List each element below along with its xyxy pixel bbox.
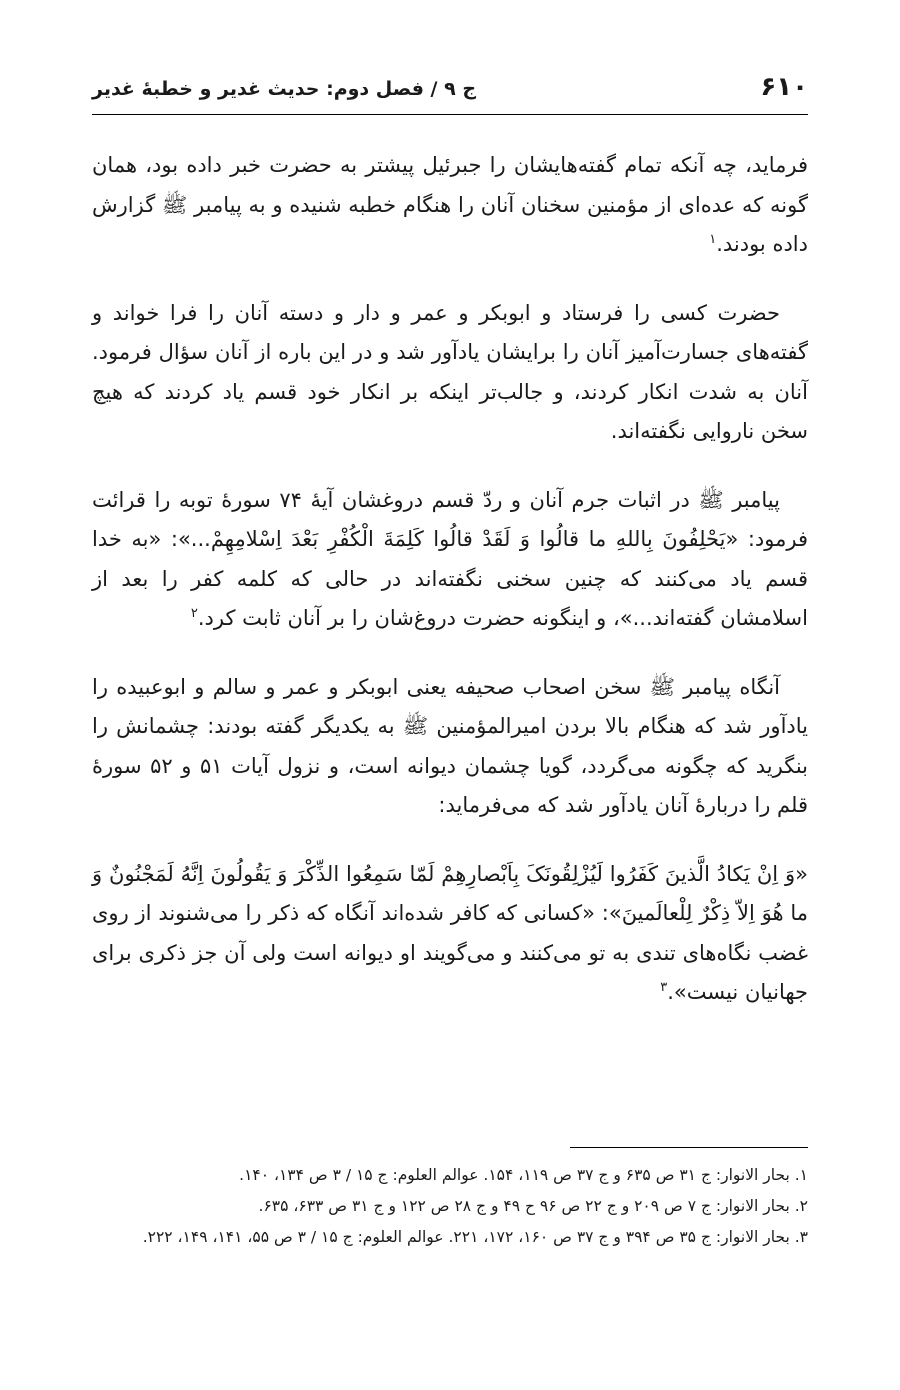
paragraph-text: «وَ اِنْ یَکادُ الَّذینَ کَفَرُوا لَیُزْلِقُونَکَ بِاَبْصارِهِمْ لَمّا سَمِعُوا الذِّکْرَ وَ یَقُولُونَ اِنَّهُ لَمَجْنُونٌ وَ ما هُوَ اِلاّ ذِکْرٌ لِلْعالَمینَ»: «کسانی که کافر شده‌اند آنگاه که ذکر را می‌شنوند از روی غضب نگاه‌های تندی به تو می‌کنند و می‌گویند او دیوانه است ولی آن جز ذکری برای جهانیان نیست». <box>92 861 808 1004</box>
paragraph-text: فرماید، چه آنکه تمام گفته‌هایشان را جبرئیل پیشتر به حضرت خبر داده بود، همان گونه که عده‌ای از مؤمنین سخنان آنان را هنگام خطبه شنیده و به پیامبر ﷺ گزارش داده بودند. <box>92 153 808 256</box>
paragraph-text: پیامبر ﷺ در اثبات جرم آنان و ردّ قسم دروغشان آیهٔ ۷۴ سورهٔ توبه را قرائت فرمود: «یَحْلِفُونَ بِاللهِ ما قالُوا وَ لَقَدْ قالُوا کَلِمَةَ الْکُفْرِ بَعْدَ اِسْلامِهِمْ...»: «به خدا قسم یاد می‌کنند که چنین سخنی نگفته‌اند در حالی که کلمه کفر را بعد از اسلامشان گفته‌اند...»، و اینگونه حضرت دروغ‌شان را بر آنان ثابت کرد. <box>92 487 808 630</box>
book-page <box>92 0 808 1390</box>
running-header <box>92 72 808 115</box>
footnote-1: ۱. بحار الانوار: ج ۳۱ ص ۶۳۵ و ج ۳۷ ص ۱۱۹، ۱۵۴. عوالم العلوم: ج ۱۵ / ۳ ص ۱۳۴، ۱۴۰. <box>239 1166 808 1184</box>
paragraph <box>92 481 808 639</box>
paragraph <box>92 146 808 265</box>
footnote-3: ۳. بحار الانوار: ج ۳۵ ص ۳۹۴ و ج ۳۷ ص ۱۶۰، ۱۷۲، ۲۲۱. عوالم العلوم: ج ۱۵ / ۳ ص ۵۵، ۱۴۱، ۱۴۹، ۲۲۲. <box>142 1228 808 1246</box>
footnote-ref[interactable]: ۱ <box>709 232 717 247</box>
footnote-ref[interactable]: ۳ <box>660 980 668 995</box>
footnote-divider <box>570 1147 808 1148</box>
paragraph <box>92 294 808 452</box>
footnotes <box>92 1160 808 1253</box>
paragraph-text: آنگاه پیامبر ﷺ سخن اصحاب صحیفه یعنی ابوبکر و عمر و سالم و ابوعبیده را یادآور شد که هنگام بالا بردن امیرالمؤمنین ﷺ به یکدیگر گفته بودند: چشمانش را بنگرید که چگونه می‌گردد، گویا چشمان دیوانه است، و نزول آیات ۵۱ و ۵۲ سورهٔ قلم را دربارهٔ آنان یادآور شد که می‌فرماید: <box>92 674 808 817</box>
chapter-title: ج ۹ / فصل دوم: حدیث غدیر و خطبهٔ غدیر <box>92 78 477 100</box>
quran-verse-paragraph <box>92 855 808 1013</box>
body-text <box>92 146 808 1042</box>
footnote-2: ۲. بحار الانوار: ج ۷ ص ۲۰۹ و ج ۲۲ ص ۹۶ ح ۴۹ و ج ۲۸ ص ۱۲۲ و ج ۳۱ ص ۶۳۳، ۶۳۵. <box>258 1197 808 1215</box>
page-number: ۶۱۰ <box>760 72 808 102</box>
paragraph <box>92 668 808 826</box>
paragraph-text: حضرت کسی را فرستاد و ابوبکر و عمر و دار و دسته آنان را فرا خواند و گفته‌های جسارت‌آمیز آنان را برایشان یادآور شد و در این باره از آنان سؤال فرمود. آنان به شدت انکار کردند، و جالب‌تر اینکه بر انکار خود قسم یاد کردند که هیچ سخن ناروایی نگفته‌اند. <box>92 300 808 443</box>
footnote-ref[interactable]: ۲ <box>190 606 198 621</box>
